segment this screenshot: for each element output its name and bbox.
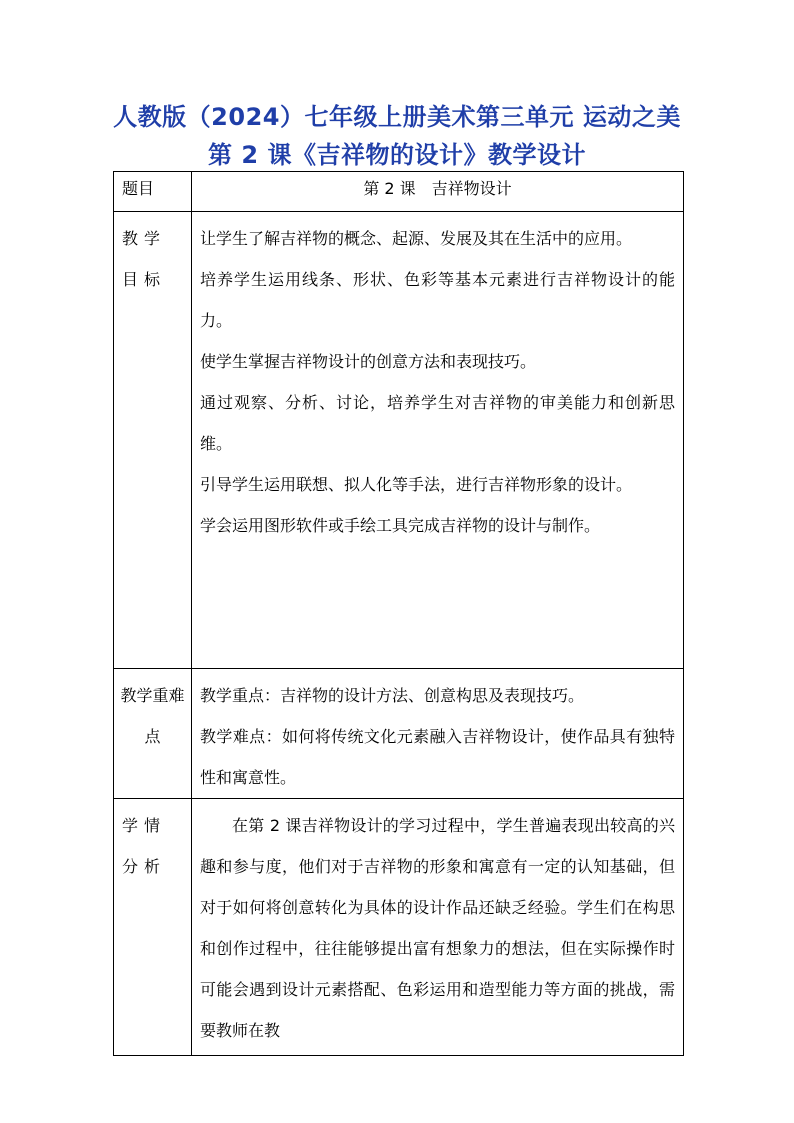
topic-value-cell xyxy=(192,172,684,212)
goal-item: 使学生掌握吉祥物设计的创意方法和表现技巧。 xyxy=(200,352,537,371)
key-points-label: 教学重难点 xyxy=(120,686,185,746)
key-points-content-cell xyxy=(192,669,684,799)
key-point-item: 教学难点：如何将传统文化元素融入吉祥物设计，使作品具有独特性和寓意性。 xyxy=(200,727,675,787)
document-title-line1: 人教版（2024）七年级上册美术第三单元 运动之美 xyxy=(113,103,681,131)
topic-label-cell xyxy=(114,172,192,212)
goals-content-cell xyxy=(192,212,684,669)
analysis-label-cell xyxy=(114,799,192,1056)
lesson-plan-table xyxy=(113,171,684,1056)
table-row-goals xyxy=(114,212,684,669)
document-title-line2: 第 2 课《吉祥物的设计》教学设计 xyxy=(208,141,586,169)
goal-item: 培养学生运用线条、形状、色彩等基本元素进行吉祥物设计的能力。 xyxy=(200,270,675,330)
table-row-analysis xyxy=(114,799,684,1056)
goals-label-cell xyxy=(114,212,192,669)
analysis-content-cell xyxy=(192,799,684,1056)
goal-item: 通过观察、分析、讨论，培养学生对吉祥物的审美能力和创新思维。 xyxy=(200,393,675,453)
topic-value: 第 2 课 吉祥物设计 xyxy=(363,179,512,198)
analysis-text: 在第 2 课吉祥物设计的学习过程中，学生普遍表现出较高的兴趣和参与度，他们对于吉祥物的形象和寓意有一定的认知基础，但对于如何将创意转化为具体的设计作品还缺乏经验。学生们在构思和创作过程中，往往能够提出富有想象力的想法，但在实际操作时可能会遇到设计元素搭配、色彩运用和造型能力等方面的挑战，需要教师在教 xyxy=(200,816,675,1040)
table-row-topic xyxy=(114,172,684,212)
table-row-key-points xyxy=(114,669,684,799)
goal-item: 学会运用图形软件或手绘工具完成吉祥物的设计与制作。 xyxy=(200,516,601,535)
analysis-label: 学情分析 xyxy=(122,816,167,876)
goals-label: 教学目标 xyxy=(122,229,167,289)
goal-item: 让学生了解吉祥物的概念、起源、发展及其在生活中的应用。 xyxy=(200,229,633,248)
topic-label: 题目 xyxy=(122,179,155,198)
goal-item: 引导学生运用联想、拟人化等手法，进行吉祥物形象的设计。 xyxy=(200,475,633,494)
key-point-item: 教学重点：吉祥物的设计方法、创意构思及表现技巧。 xyxy=(200,686,585,705)
key-points-label-cell xyxy=(114,669,192,799)
